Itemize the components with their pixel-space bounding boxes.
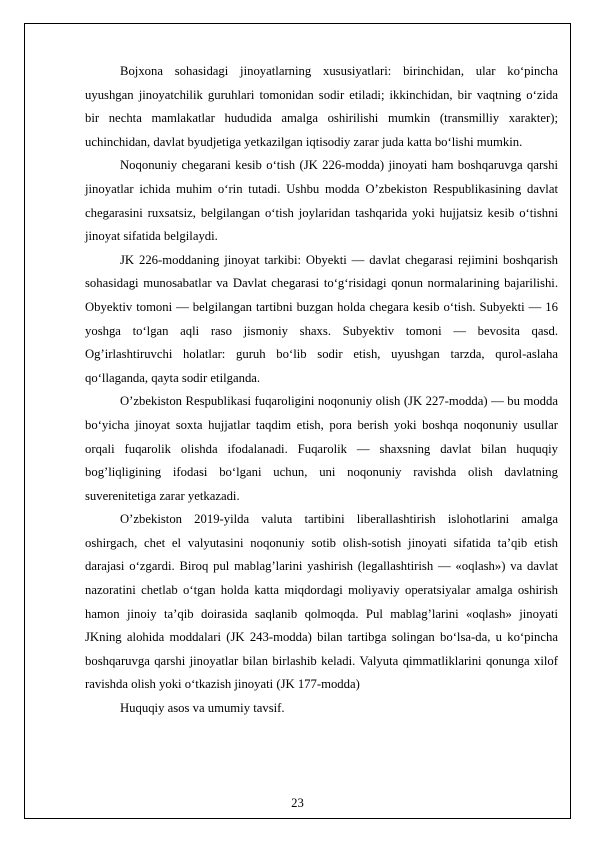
paragraph-illegal-citizenship: O’zbekiston Respublikasi fuqaroligini noqonuniy olish (JK 227-modda) — bu modda bo‘yicha jinoyat soxta hujjatlar taqdim etish, pora berish yoki boshqa noqonuniy usullar orqali fuqarolik olishda ifodalanadi. Fuqarolik — shaxsning davlat bilan huquqiy bog’liqligining ifodasi bo‘lgani uchun, uni noqonuniy ravishda olish davlatning suverenitetiga zarar yetkazadi. (85, 394, 558, 503)
paragraph-legal-basis-heading: Huquqiy asos va umumiy tavsif. (120, 701, 285, 716)
paragraph-currency-crimes: O’zbekiston 2019-yilda valuta tartibini liberallashtirish islohotlarini amalga oshirgach, chet el valyutasini noqonuniy sotib olish-sotish jinoyati sifatida ta’qib etish darajasi o‘zgardi. Biroq pul mablag’larini yashirish (legallashtirish — «oqlash») va davlat nazoratini chetlab o‘tgan holda katta miqdordagi moliyaviy operatsiyalar amalga oshirish hamon jinoiy ta’qib doirasida saqlanib qolmoqda. Pul mablag’larini «oqlash» jinoyati JKning alohida moddalari (JK 243-modda) bilan tartibga solingan bo‘lsa-da, u ko‘pincha boshqaruvga qarshi jinoyatlar bilan birlashib keladi. Valyuta qimmatliklarini qonunga xilof ravishda olish yoki o‘tkazish jinoyati (JK 177-modda) (85, 512, 558, 692)
page-number: 23 (291, 796, 304, 810)
document-body (85, 60, 558, 721)
paragraph-illegal-border-crossing: Noqonuniy chegarani kesib o‘tish (JK 226-modda) jinoyati ham boshqaruvga qarshi jinoyatlar ichida muhim o‘rin tutadi. Ushbu modda O’zbekiston Respublikasining davlat chegarasini ruxsatsiz, belgilangan o‘tish joylaridan tashqarida yoki hujjatsiz kesib o‘tishni jinoyat sifatida belgilaydi. (85, 158, 558, 244)
paragraph-customs-crimes: Bojxona sohasidagi jinoyatlarning xususiyatlari: birinchidan, ular ko‘pincha uyushgan jinoyatchilik guruhlari tomonidan sodir etiladi; ikkinchidan, bir vaqtning o‘zida bir nechta mamlakatlar hududida amalga oshirilishi mumkin (transmilliy xarakter); uchinchidan, davlat byudjetiga yetkazilgan iqtisodiy zarar juda katta bo‘lishi mumkin. (85, 64, 558, 149)
paragraph-article-226-composition: JK 226-moddaning jinoyat tarkibi: Obyekti — davlat chegarasi rejimini boshqarish sohasidagi munosabatlar va Davlat chegarasi to‘g‘risidagi qonun normalarining bajarilishi. Obyektiv tomoni — belgilangan tartibni buzgan holda chegara kesib o‘tish. Subyekti — 16 yoshga to‘lgan aqli raso jismoniy shaxs. Subyektiv tomoni — bevosita qasd. Og’irlashtiruvchi holatlar: guruh bo‘lib sodir etish, uyushgan tarzda, qurol-aslaha qo‘llaganda, qayta sodir etilganda. (85, 252, 558, 385)
